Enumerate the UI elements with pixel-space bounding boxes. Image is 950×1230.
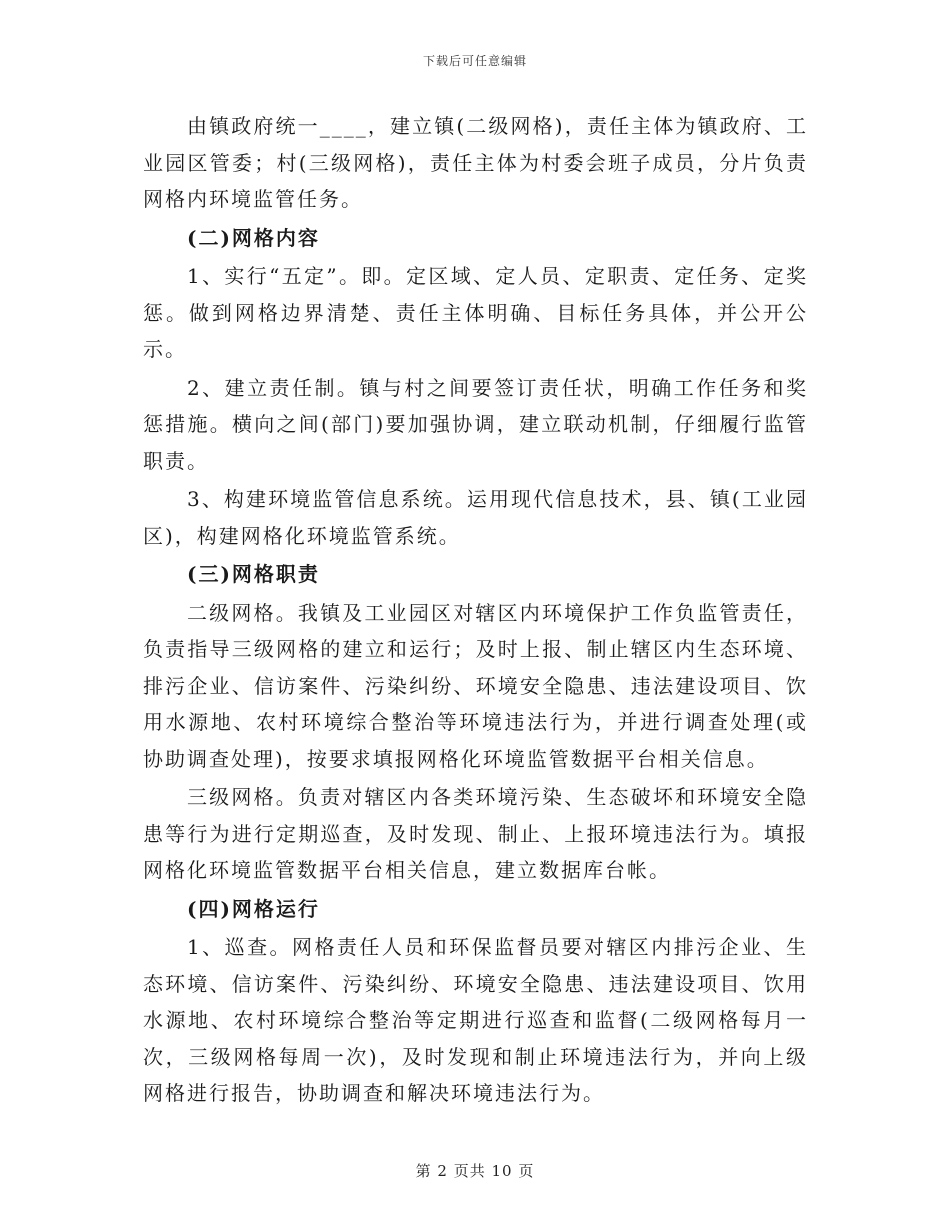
section-heading-grid-content: (二)网格内容 [187, 225, 320, 250]
section-heading-grid-duties: (三)网格职责 [187, 562, 320, 586]
page-header: 下载后可任意编辑 [422, 54, 527, 68]
paragraph-inspection: 1、巡查。网格责任人员和环保监督员要对辖区内排污企业、生态环境、信访案件、污染纠纷、环境安全隐患、违法建设项目、饮用水源地、农村环境综合整治等定期进行巡查和监督(二级网格每月一次，三级网格每周一次)，及时发现和制止环境违法行为，并向上级网格进行报告，协助调查和解决环境违法行为。 [143, 935, 808, 1105]
paragraph-responsibility-system: 2、建立责任制。镇与村之间要签订责任状，明确工作任务和奖惩措施。横向之间(部门)要加强协调，建立联动机制，仔细履行监管职责。 [143, 375, 808, 473]
paragraph-second-level-grid: 二级网格。我镇及工业园区对辖区内环境保护工作负监管责任，负责指导三级网格的建立和运行；及时上报、制止辖区内生态环境、排污企业、信访案件、污染纠纷、环境安全隐患、违法建设项目、饮用水源地、农村环境综合整治等环境违法行为，并进行调查处理(或协助调查处理)，按要求填报网格化环境监管数据平台相关信息。 [143, 600, 808, 771]
paragraph-five-fixes: 1、实行“五定”。即。定区域、定人员、定职责、定任务、定奖惩。做到网格边界清楚、责任主体明确、目标任务具体，并公开公示。 [143, 264, 808, 361]
page-number: 第 2 页共 10 页 [415, 1162, 535, 1180]
section-heading-grid-operation: (四)网格运行 [187, 896, 320, 921]
paragraph-grid-establishment: 由镇政府统一____，建立镇(二级网格)，责任主体为镇政府、工业园区管委；村(三级网格)，责任主体为村委会班子成员，分片负责网格内环境监管任务。 [143, 114, 808, 211]
paragraph-third-level-grid: 三级网格。负责对辖区内各类环境污染、生态破坏和环境安全隐患等行为进行定期巡查，及时发现、制止、上报环境违法行为。填报网格化环境监管数据平台相关信息，建立数据库台帐。 [143, 785, 808, 882]
paragraph-information-system: 3、构建环境监管信息系统。运用现代信息技术，县、镇(工业园区)，构建网格化环境监管系统。 [143, 487, 808, 548]
document-body [143, 108, 808, 1114]
